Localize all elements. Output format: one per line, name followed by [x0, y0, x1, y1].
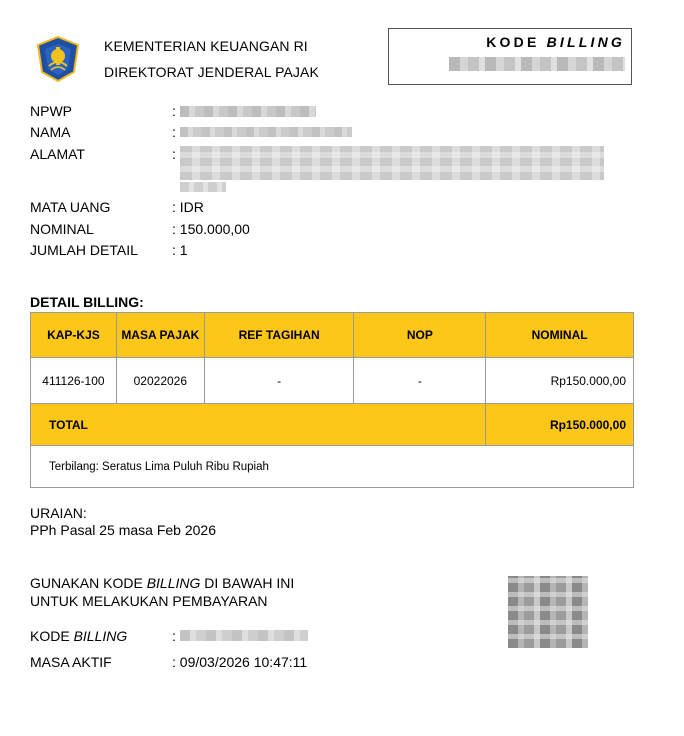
alamat-redacted-line2 — [180, 182, 226, 192]
jumlah-detail-value: : 1 — [172, 242, 188, 258]
mata-uang-label: MATA UANG — [30, 199, 111, 215]
nama-redacted — [180, 127, 352, 137]
cell-nominal: Rp150.000,00 — [486, 358, 634, 404]
alamat-label: ALAMAT — [30, 146, 85, 162]
masa-aktif-label: MASA AKTIF — [30, 654, 112, 670]
nama-colon: : — [172, 124, 176, 140]
org-name-line2: DIREKTORAT JENDERAL PAJAK — [104, 64, 319, 80]
col-kap-kjs: KAP-KJS — [31, 313, 117, 358]
masa-aktif-value: : 09/03/2026 10:47:11 — [172, 654, 308, 670]
billing-code-redacted — [449, 57, 625, 71]
npwp-label: NPWP — [30, 103, 72, 119]
detail-billing-title: DETAIL BILLING: — [30, 294, 144, 310]
total-label: TOTAL — [31, 404, 486, 446]
terbilang-row — [31, 446, 634, 488]
col-nominal: NOMINAL — [486, 313, 634, 358]
cell-masa-pajak: 02022026 — [116, 358, 204, 404]
instruction-line1: GUNAKAN KODE BILLING DI BAWAH INI — [30, 575, 295, 591]
qr-code-redacted — [508, 576, 588, 648]
uraian-value: PPh Pasal 25 masa Feb 2026 — [30, 522, 217, 538]
kode-billing-label: KODE BILLING — [30, 628, 128, 644]
npwp-redacted — [180, 106, 316, 117]
col-ref-tagihan: REF TAGIHAN — [204, 313, 354, 358]
col-nop: NOP — [354, 313, 486, 358]
npwp-colon: : — [172, 103, 176, 119]
kode-billing-colon: : — [172, 628, 176, 644]
cell-ref-tagihan: - — [204, 358, 354, 404]
cell-nop: - — [354, 358, 486, 404]
uraian-label: URAIAN: — [30, 505, 87, 521]
nominal-label: NOMINAL — [30, 221, 94, 237]
terbilang-text: Terbilang: Seratus Lima Puluh Ribu Rupiah — [31, 446, 634, 488]
mata-uang-value: : IDR — [172, 199, 204, 215]
detail-billing-table — [30, 312, 634, 488]
total-row — [31, 404, 634, 446]
cell-kap-kjs: 411126-100 — [31, 358, 117, 404]
alamat-colon: : — [172, 146, 176, 162]
total-value: Rp150.000,00 — [486, 404, 634, 446]
billing-code-box-title: KODE BILLING — [486, 34, 625, 50]
table-row — [31, 358, 634, 404]
nominal-value: : 150.000,00 — [172, 221, 250, 237]
org-name-line1: KEMENTERIAN KEUANGAN RI — [104, 38, 308, 54]
kemenkeu-logo-icon — [34, 36, 82, 82]
kode-billing-redacted — [180, 630, 308, 641]
table-header-row — [31, 313, 634, 358]
instruction-line2: UNTUK MELAKUKAN PEMBAYARAN — [30, 593, 268, 609]
alamat-redacted-line1 — [180, 146, 604, 180]
nama-label: NAMA — [30, 124, 71, 140]
col-masa-pajak: MASA PAJAK — [116, 313, 204, 358]
jumlah-detail-label: JUMLAH DETAIL — [30, 242, 138, 258]
billing-code-box — [388, 28, 632, 85]
